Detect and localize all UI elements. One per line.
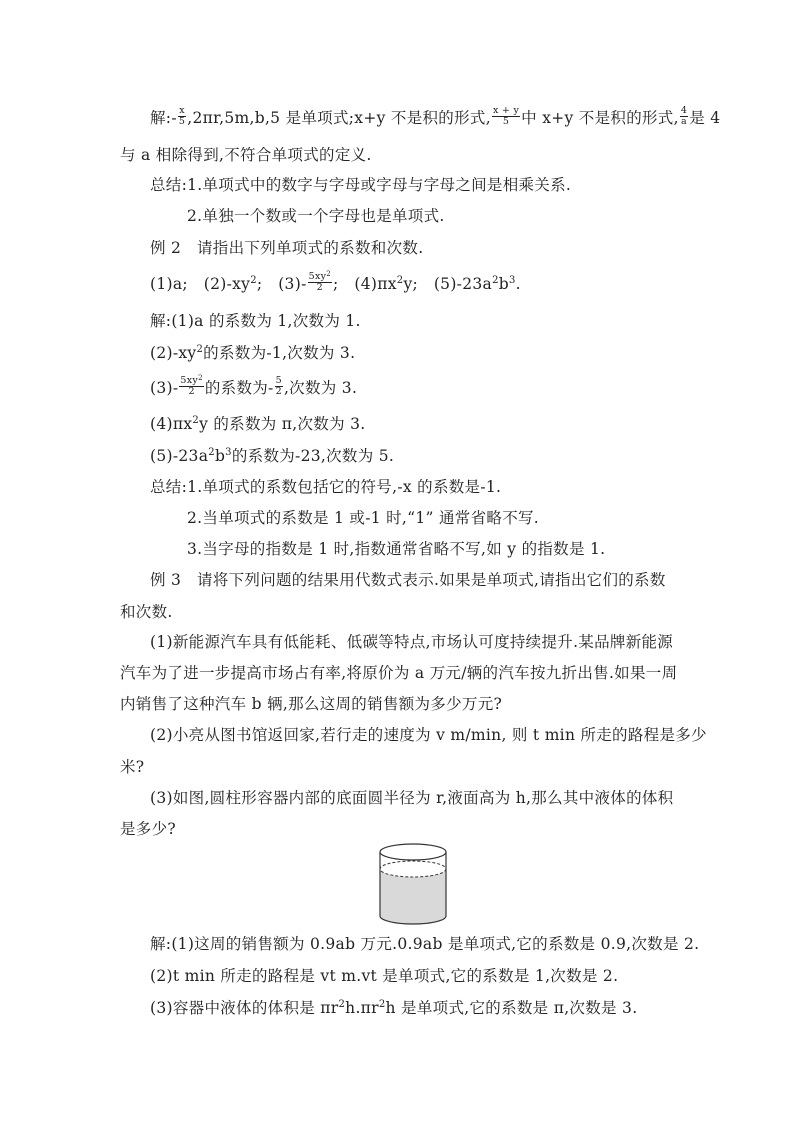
fraction-4-over-a: $\frac{4}{a}$	[680, 104, 688, 127]
fraction-5xy2-over-2: $\frac{5xy^2}{2}$	[308, 269, 332, 293]
ex3-q1-line2: 汽车为了进一步提高市场占有率,将原价为 a 万元/辆的汽车按九折出售.如果一周	[120, 664, 678, 682]
ex3-title-line1: 例 3 请将下列问题的结果用代数式表示.如果是单项式,请指出它们的系数	[150, 571, 666, 589]
ex2-items: (1)a; $(2)-xy^2$; (3)- $\frac{5xy^2}{2}$ ; $(4)\pi x^2y$; $(5)-23a^2b^3$.	[150, 269, 521, 293]
ex3-q3-line1: (3)如图,圆柱形容器内部的底面圆半径为 r,液面高为 h,那么其中液体的体积	[150, 789, 674, 807]
ex2-sol1: 解:(1)a 的系数为 1,次数为 1.	[150, 312, 361, 330]
summary2-item3: 3.当字母的指数是 1 时,指数通常省略不写,如 y 的指数是 1.	[187, 540, 606, 558]
liquid-surface	[380, 861, 446, 877]
ex3-title-line2: 和次数.	[120, 603, 173, 621]
ex3-sol2: (2)t min 所走的路程是 vt m.vt 是单项式,它的系数是 1,次数是 2.	[150, 967, 619, 985]
fraction-5xy2-over-2: $\frac{5xy^2}{2}$	[180, 373, 203, 397]
cylinder-top	[380, 844, 446, 860]
fraction-5-over-2: $\frac{5}{2}$	[275, 374, 282, 397]
fraction-xy-over-5: $\frac{x + y}{5}$	[492, 104, 520, 127]
ex3-sol3: (3)容器中液体的体积是 $\pi r^2h.\pi r^2h$ 是单项式,它的系数是 π,次数是 3.	[150, 999, 638, 1017]
summary1-item2: 2.单独一个数或一个字母也是单项式.	[187, 207, 445, 225]
ex3-q2-line2: 米?	[120, 758, 145, 776]
ex2-sol4: $(4)\pi x^2y$ 的系数为 π,次数为 3.	[150, 415, 366, 433]
ex3-q2-line1: (2)小亮从图书馆返回家,若行走的速度为 v m/min, 则 t min 所走的路程是多少	[150, 726, 707, 744]
ex1-solution-line2: 与 a 相除得到,不符合单项式的定义.	[120, 146, 372, 164]
ex2-sol2: $(2)-xy^2$的系数为-1,次数为 3.	[150, 344, 356, 362]
ex1-solution-line1: 解:- $\frac{x}{5}$ ,2πr,5m,b,5 是单项式;x+y 不是积的形式, $\frac{x + y}{5}$ 中 x+y 不是积的形式, $\frac{4}{a}$ 是 4	[150, 104, 721, 127]
ex3-q1-line3: 内销售了这种汽车 b 辆,那么这周的销售额为多少万元?	[120, 695, 503, 713]
ex2-sol5: $(5)-23a^2b^3$的系数为-23,次数为 5.	[150, 447, 395, 465]
ex3-q3-line2: 是多少?	[120, 820, 177, 838]
summary2-item1: 总结:1.单项式的系数包括它的符号,-x 的系数是-1.	[150, 478, 502, 496]
cylinder-figure	[378, 842, 448, 926]
ex2-title: 例 2 请指出下列单项式的系数和次数.	[150, 239, 424, 257]
ex3-sol1: 解:(1)这周的销售额为 0.9ab 万元.0.9ab 是单项式,它的系数是 0.9,次数是 2.	[150, 935, 700, 953]
ex3-q1-line1: (1)新能源汽车具有低能耗、低碳等特点,市场认可度持续提升.某品牌新能源	[150, 633, 674, 651]
ex2-sol3: (3)- $\frac{5xy^2}{2}$ 的系数为- $\frac{5}{2}$ ,次数为 3.	[150, 373, 358, 397]
fraction-x-over-5: $\frac{x}{5}$	[178, 104, 186, 127]
summary2-item2: 2.当单项式的系数是 1 或-1 时,“1” 通常省略不写.	[187, 509, 540, 527]
summary1-item1: 总结:1.单项式中的数字与字母或字母与字母之间是相乘关系.	[150, 176, 572, 194]
